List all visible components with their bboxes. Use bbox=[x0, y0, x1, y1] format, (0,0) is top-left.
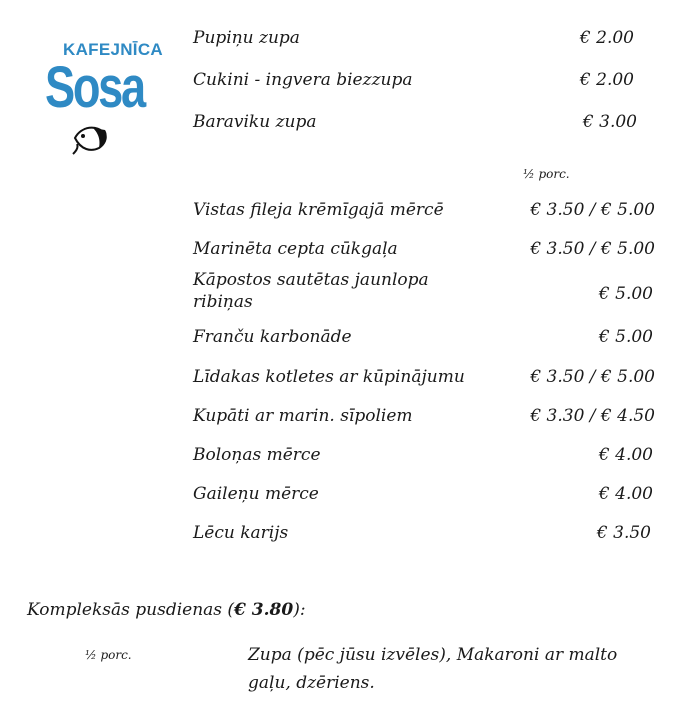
combo-title-prefix: Kompleksās pusdienas ( bbox=[27, 600, 235, 620]
main-item-price: € 3.30 / € 4.50 bbox=[530, 406, 655, 426]
soup-item-price: € 3.00 bbox=[582, 112, 637, 132]
soup-item-name: Cukini - ingvera biezzupa bbox=[193, 70, 413, 90]
main-item-name: Marinēta cepta cūkgaļa bbox=[193, 239, 398, 259]
main-item-price: € 4.00 bbox=[598, 484, 653, 504]
combo-description: Zupa (pēc jūsu izvēles), Makaroni ar malto gaļu, dzēriens. bbox=[248, 645, 618, 693]
fish-icon bbox=[71, 120, 111, 156]
main-item-price: € 3.50 / € 5.00 bbox=[530, 200, 655, 220]
soup-item-price: € 2.00 bbox=[579, 28, 634, 48]
main-item-name: Kupāti ar marin. sīpoliem bbox=[193, 406, 413, 426]
main-item-price: € 5.00 bbox=[598, 284, 653, 304]
main-item-name: Gaileņu mērce bbox=[193, 484, 319, 504]
soup-item-name: Pupiņu zupa bbox=[193, 28, 300, 48]
main-item-price: € 4.00 bbox=[598, 445, 653, 465]
logo-top-word: KAFEJNĪCA bbox=[63, 40, 163, 59]
main-item-name: Kāpostos sautētas jaunlopa ribiņas bbox=[193, 270, 429, 312]
soup-item-price: € 2.00 bbox=[579, 70, 634, 90]
combo-title bbox=[27, 600, 306, 620]
main-item-price: € 5.00 bbox=[598, 327, 653, 347]
logo bbox=[45, 38, 165, 162]
main-item-name: Vistas fileja krēmīgajā mērcē bbox=[193, 200, 444, 220]
soup-item-name: Baraviku zupa bbox=[193, 112, 317, 132]
combo-title-suffix: ): bbox=[293, 600, 306, 620]
combo-half-portion-label: ½ porc. bbox=[85, 648, 132, 662]
main-item-name: Boloņas mērce bbox=[193, 445, 321, 465]
combo-title-price: € 3.80 bbox=[234, 600, 294, 620]
main-item-price: € 3.50 bbox=[596, 523, 651, 543]
logo-name: Sosa bbox=[45, 55, 144, 120]
main-item-name: Lēcu karijs bbox=[193, 523, 289, 543]
main-item-price: € 3.50 / € 5.00 bbox=[530, 239, 655, 259]
main-item-price: € 3.50 / € 5.00 bbox=[530, 367, 655, 387]
main-item-name: Līdakas kotletes ar kūpinājumu bbox=[193, 367, 465, 387]
half-portion-header: ½ porc. bbox=[523, 167, 570, 181]
main-item-name: Franču karbonāde bbox=[193, 327, 352, 347]
